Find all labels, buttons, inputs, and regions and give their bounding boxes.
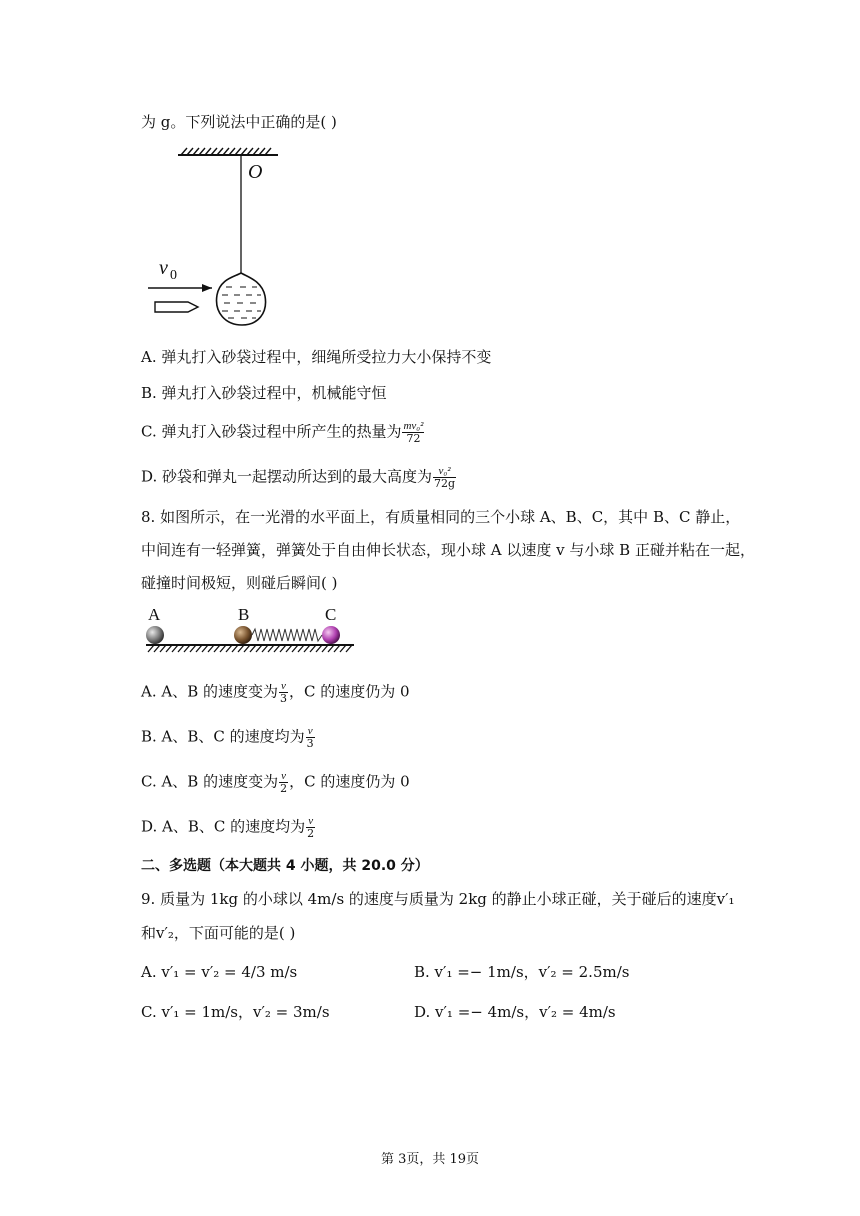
q8-option-b: B. A、B、C 的速度均为 $\frac{v}{3}$ [141, 725, 314, 750]
pivot-label: O [248, 161, 263, 183]
fraction: $\frac{v}{2}$ [280, 770, 288, 795]
q7-option-d: D. 砂袋和弹丸一起摆动所达到的最大高度为 $\frac{\text{v₀²}}{72g}$ [141, 465, 456, 490]
spring-icon [252, 629, 322, 641]
sandbag-pendulum-figure [140, 145, 290, 330]
q9-line-2: 和v′₂，下面可能的是( ) [141, 924, 296, 942]
ball-a-label: A [148, 605, 161, 624]
q7-intro-tail: 为 g。下列说法中正确的是( ) [141, 113, 337, 131]
ball-c-label: C [325, 605, 337, 624]
q9-option-d: D. v′₁ =− 4m/s，v′₂ = 4m/s [414, 1003, 616, 1021]
q8-line-3: 碰撞时间极短，则碰后瞬间( ) [141, 574, 338, 592]
velocity-label-subscript: 0 [170, 268, 177, 283]
bullet-icon [155, 302, 198, 312]
section-heading: 二、多选题（本大题共 4 小题，共 20.0 分） [141, 858, 429, 874]
ball-b-icon [234, 626, 252, 644]
heat-fraction: $\frac{\text{mv₀²}}{72}$ [403, 420, 424, 445]
q7-option-b: B. 弹丸打入砂袋过程中，机械能守恒 [141, 384, 387, 402]
q8-option-a: A. A、B 的速度变为 $\frac{v}{3}$ ，C 的速度仍为 0 [141, 680, 410, 705]
q9-option-a: A. v′₁ = v′₂ = 4/3 m/s [141, 963, 298, 981]
ball-a-icon [146, 626, 164, 644]
q7-option-a: A. 弹丸打入砂袋过程中，细绳所受拉力大小保持不变 [141, 348, 492, 366]
q8-line-2: 中间连有一轻弹簧，弹簧处于自由伸长状态，现小球 A 以速度 v 与小球 B 正碰并粘在一起， [141, 541, 755, 559]
velocity-label: v [159, 257, 168, 279]
q8-line-1: 8. 如图所示，在一光滑的水平面上，有质量相同的三个小球 A、B、C，其中 B、C 静止， [141, 508, 741, 526]
balls-spring-figure [140, 604, 360, 660]
q8-option-c: C. A、B 的速度变为 $\frac{v}{2}$ ，C 的速度仍为 0 [141, 770, 410, 795]
q9-option-b: B. v′₁ =− 1m/s，v′₂ = 2.5m/s [414, 963, 630, 981]
height-fraction: $\frac{\text{v₀²}}{72g}$ [434, 465, 456, 490]
ball-b-label: B [238, 605, 250, 624]
velocity-arrow-icon [202, 284, 212, 292]
page-footer: 第 3页，共 19页 [380, 1152, 480, 1167]
fraction: $\frac{v}{3}$ [280, 680, 287, 705]
ball-c-icon [322, 626, 340, 644]
q8-option-d: D. A、B、C 的速度均为 $\frac{v}{2}$ [141, 815, 315, 840]
fraction: $\frac{v}{2}$ [307, 815, 315, 840]
q9-line-1: 9. 质量为 1kg 的小球以 4m/s 的速度与质量为 2kg 的静止小球正碰，关于碰后的速度v′₁ [141, 890, 735, 908]
q9-option-c: C. v′₁ = 1m/s，v′₂ = 3m/s [141, 1003, 330, 1021]
fraction: $\frac{v}{3}$ [306, 725, 314, 750]
q7-option-c: C. 弹丸打入砂袋过程中所产生的热量为 $\frac{\text{mv₀²}}{72}$ [141, 420, 424, 445]
